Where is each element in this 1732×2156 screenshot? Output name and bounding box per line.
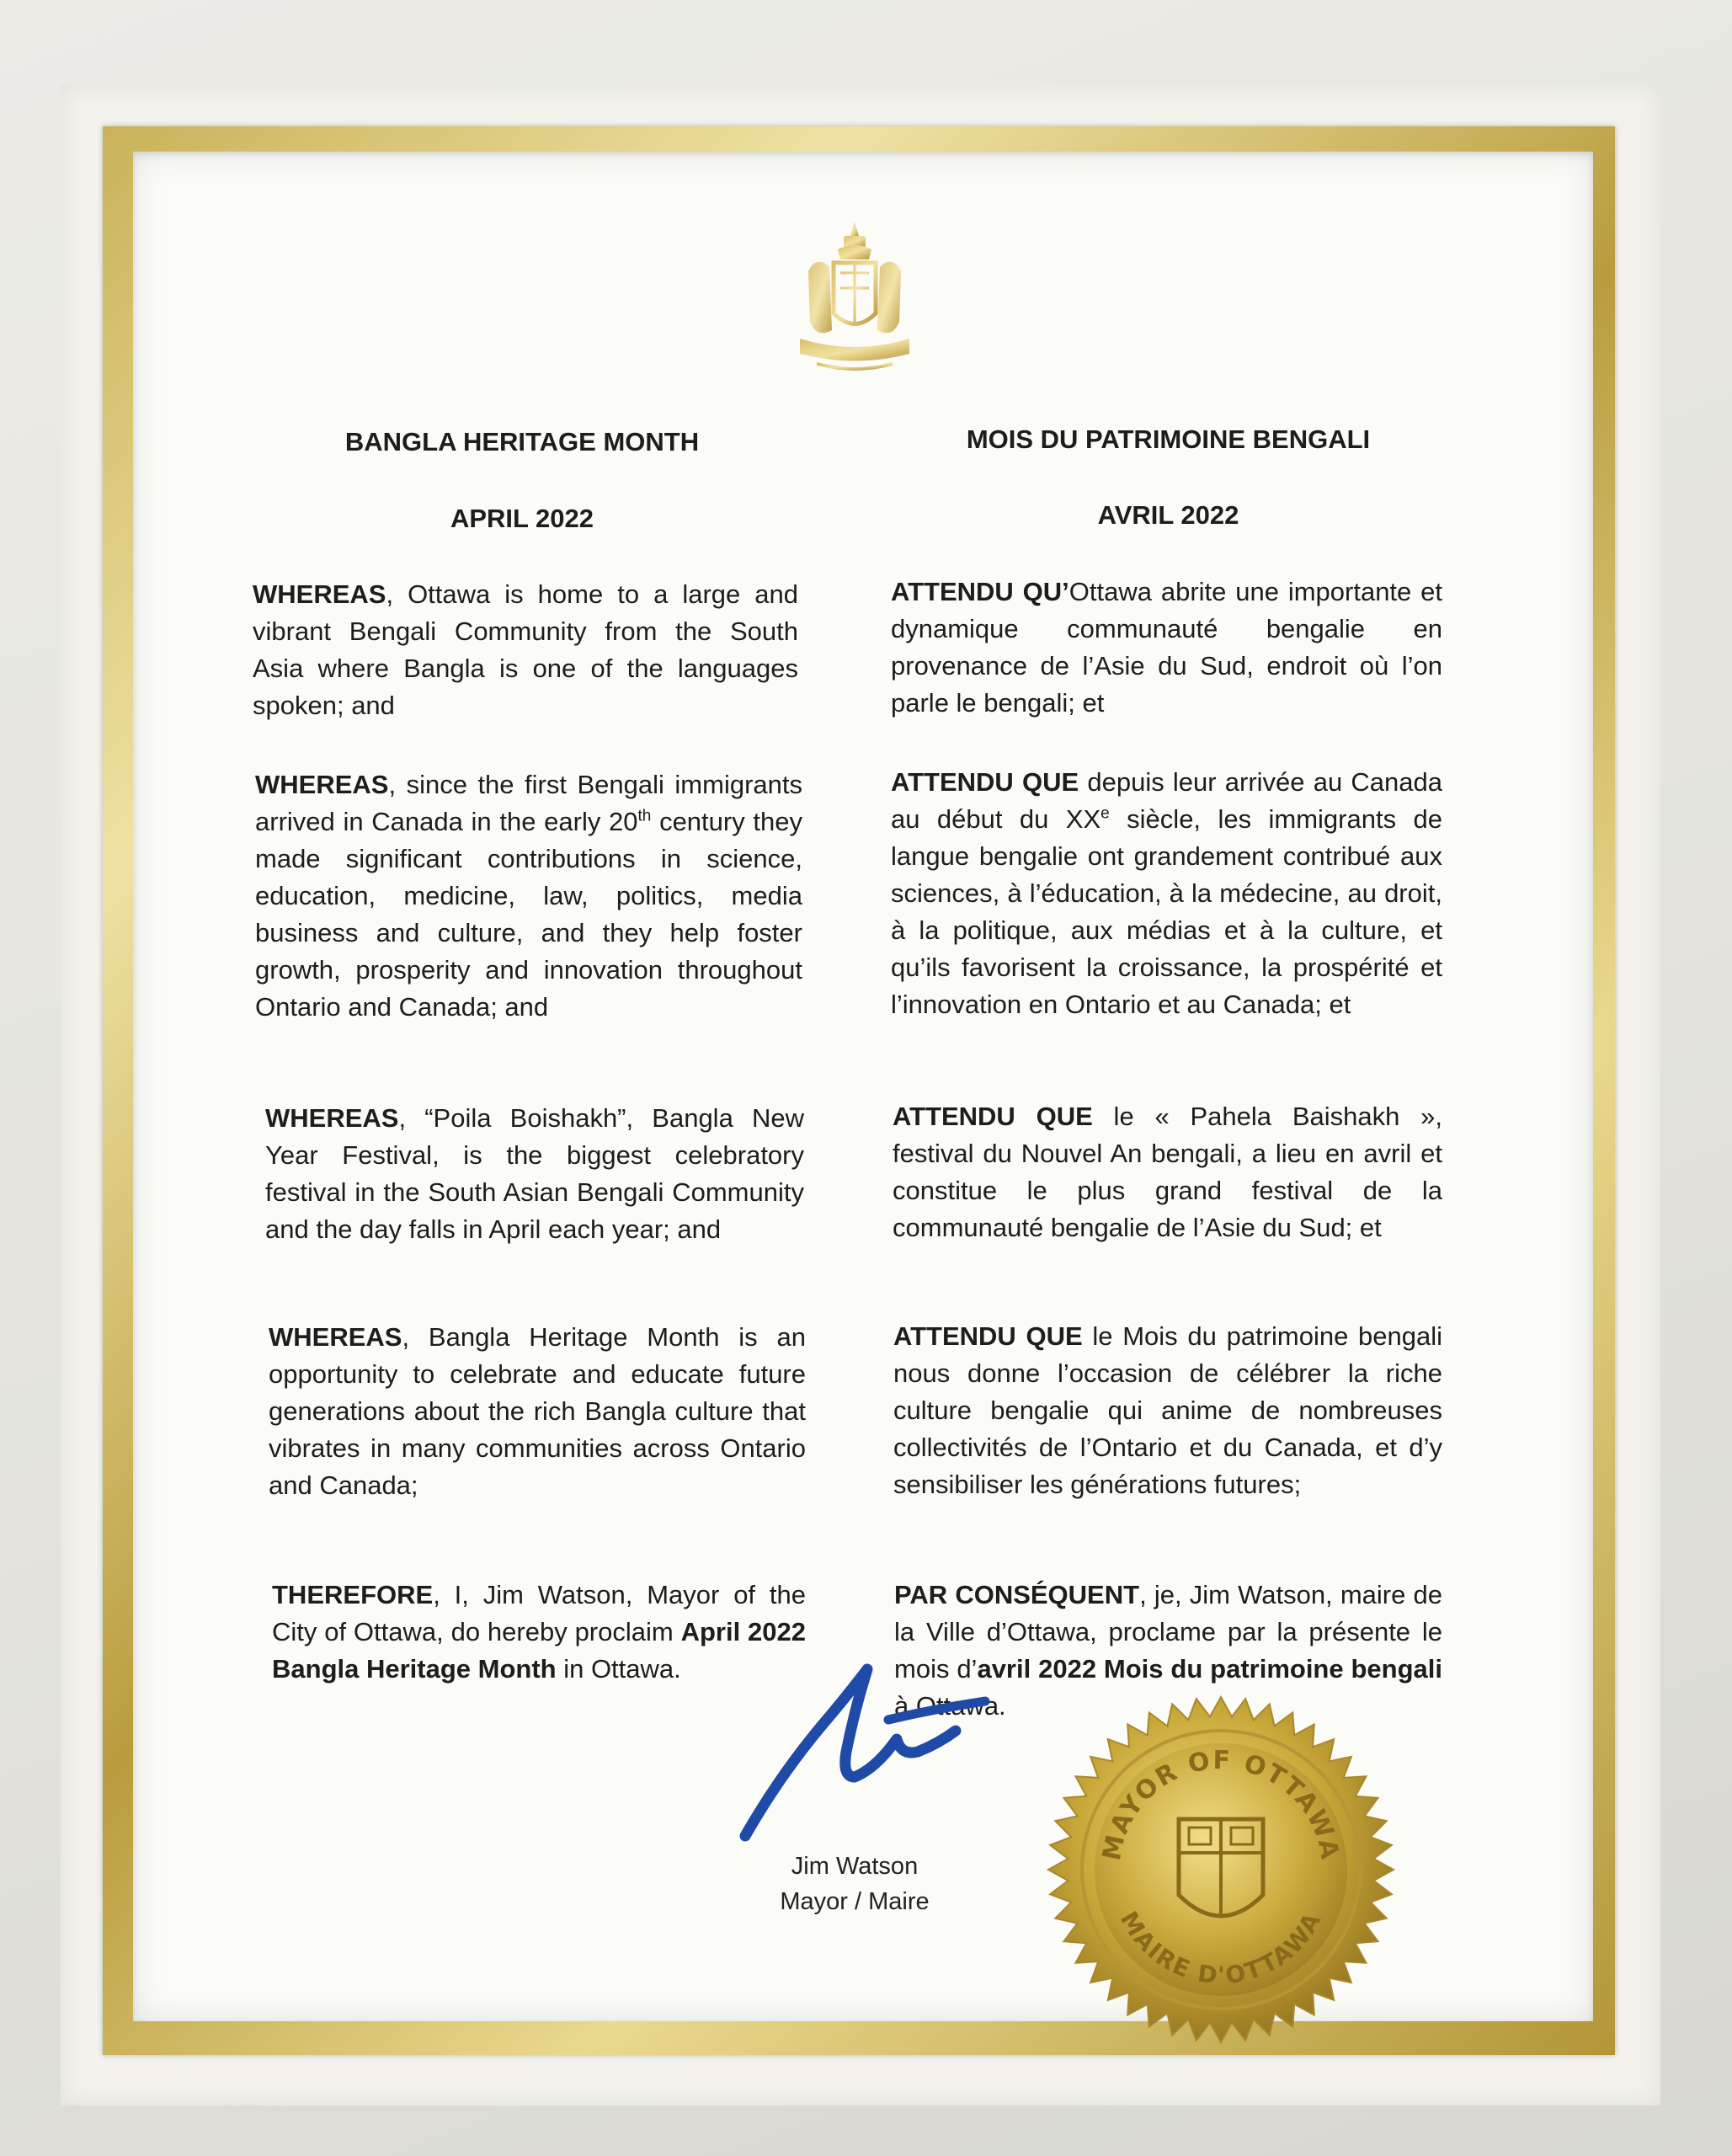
coat-of-arms-emblem — [791, 221, 918, 372]
whereas-lead: WHEREAS — [255, 770, 389, 799]
french-paragraph-1: ATTENDU QU’Ottawa abrite une importante et dynamique communauté bengalie en provenance de l’Asie du Sud, endroit où l’on parle le bengali; et — [891, 577, 1442, 718]
signatory-block — [724, 1849, 985, 1919]
par-consequent-lead: PAR CONSÉQUENT — [894, 1580, 1140, 1609]
seal-top-text: MAYOR OF OTTAWA — [1096, 1745, 1345, 1864]
signatory-name: Jim Watson — [791, 1853, 919, 1880]
english-paragraph-1: WHEREAS, Ottawa is home to a large and vibrant Bengali Community from the South Asia where Bangla is one of the languages spoken; and — [253, 579, 798, 720]
english-title: BANGLA HERITAGE MONTH — [344, 427, 700, 456]
whereas-lead: WHEREAS — [253, 579, 386, 609]
signatory-title: Mayor / Maire — [780, 1888, 930, 1915]
therefore-lead: THEREFORE — [272, 1580, 434, 1609]
gold-seal — [1044, 1693, 1398, 2047]
french-title: MOIS DU PATRIMOINE BENGALI — [966, 424, 1371, 454]
english-date: APRIL 2022 — [450, 504, 594, 533]
french-date: AVRIL 2022 — [1097, 500, 1239, 530]
english-paragraph-3: WHEREAS, “Poila Boishakh”, Bangla New Year Festival, is the biggest celebratory festival in the South Asian Bengali Community and the day falls in April each year; and — [265, 1103, 804, 1244]
english-paragraph-4: WHEREAS, Bangla Heritage Month is an opportunity to celebrate and educate future generations about the rich Bangla culture that vibrates in many communities across Ontario and Canada; — [269, 1322, 806, 1500]
whereas-lead: WHEREAS — [265, 1103, 399, 1133]
attendu-lead: ATTENDU QUE — [891, 767, 1079, 797]
french-paragraph-4: ATTENDU QUE le Mois du patrimoine bengali nous donne l’occasion de célébrer la riche culture bengalie qui anime de nombreuses collectivités de l’Ontario et du Canada, et d’y sensibiliser les générations futures; — [893, 1321, 1442, 1499]
attendu-lead: ATTENDU QU’ — [891, 577, 1069, 606]
seal-bottom-text: MAIRE D'OTTAWA — [1114, 1906, 1328, 1990]
mayor-signature — [728, 1651, 998, 1861]
english-paragraph-5: THEREFORE, I, Jim Watson, Mayor of the City of Ottawa, do hereby proclaim April 2022 Bangla Heritage Month in Ottawa. — [272, 1580, 806, 1684]
whereas-lead: WHEREAS — [269, 1322, 402, 1352]
french-paragraph-2: ATTENDU QUE depuis leur arrivée au Canada au début du XXe siècle, les immigrants de langue bengalie ont grandement contribué aux sciences, à l’éducation, à la médecine, au droit, à la politique, aux médias et à la culture, et qu’ils favorisent la croissance, la prospérité et l’innovation en Ontario et au Canada; et — [891, 767, 1442, 1019]
attendu-lead: ATTENDU QUE — [893, 1321, 1083, 1351]
french-paragraph-3: ATTENDU QUE le « Pahela Baishakh », festival du Nouvel An bengali, a lieu en avril et constitue le plus grand festival de la communauté bengalie de l’Asie du Sud; et — [893, 1102, 1442, 1242]
attendu-lead: ATTENDU QUE — [893, 1102, 1093, 1131]
french-paragraph-5: PAR CONSÉQUENT, je, Jim Watson, maire de la Ville d’Ottawa, proclame par la présente le mois d’avril 2022 Mois du patrimoine bengali à Ottawa. — [894, 1580, 1442, 1721]
english-paragraph-2: WHEREAS, since the first Bengali immigrants arrived in Canada in the early 20th century they made significant contributions in science, education, medicine, law, politics, media business and culture, and they help foster growth, prosperity and innovation throughout Ontario and Canada; and — [255, 770, 803, 1022]
